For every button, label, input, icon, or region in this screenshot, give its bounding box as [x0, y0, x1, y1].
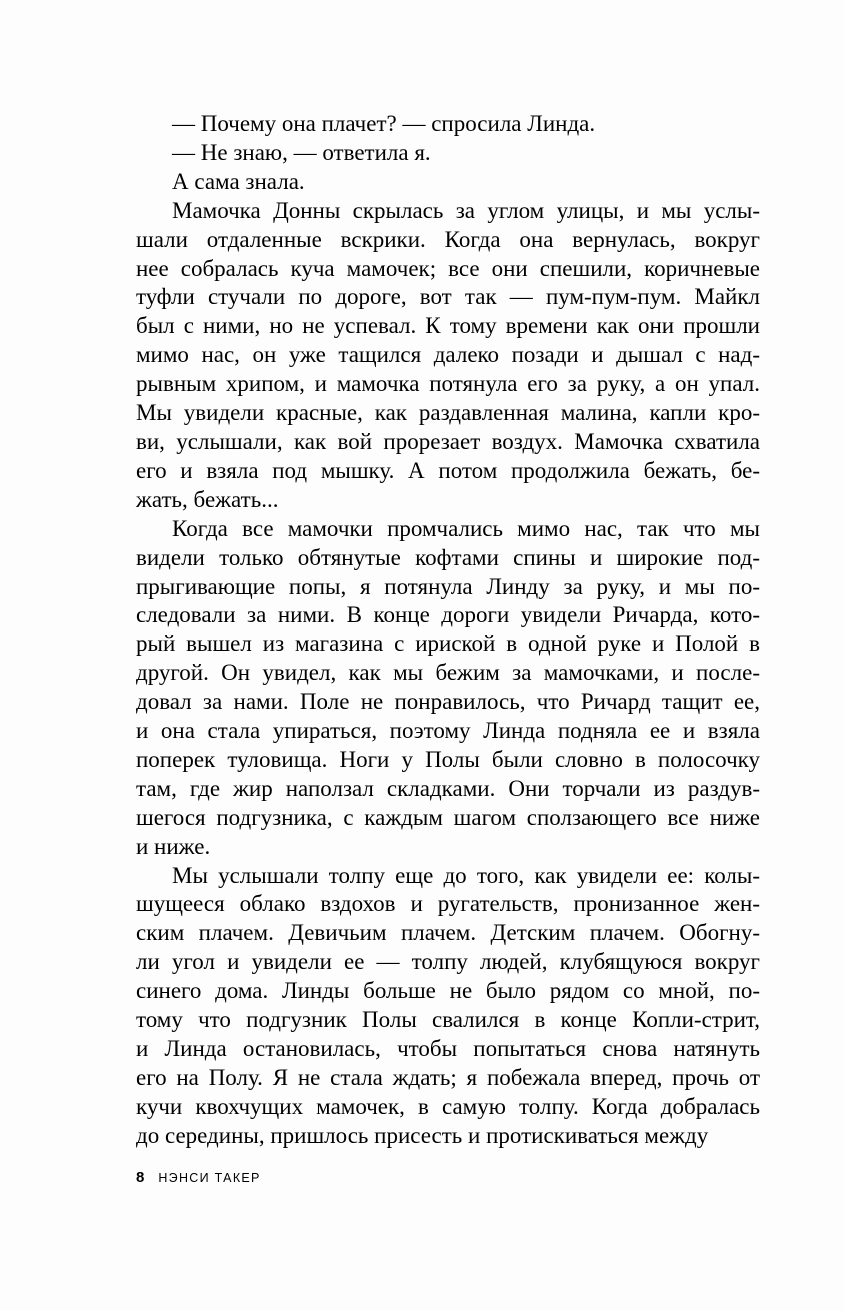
text-line: шегося подгузника, с каждым шагом сползающего все ниже: [136, 804, 760, 830]
text-line: туфли стучали по дороге, вот так — пум-пум-пум. Майкл: [136, 284, 760, 310]
text-line: до середины, пришлось присесть и протискиваться между: [136, 1122, 709, 1148]
text-line: и она стала упираться, поэтому Линда подняла ее и взяла: [136, 718, 760, 744]
paragraph: [136, 862, 760, 1151]
text-line: и ниже.: [136, 833, 211, 859]
paragraph: [136, 139, 760, 168]
text-line: Мамочка Донны скрылась за углом улицы, и мы услы-: [172, 197, 760, 223]
text-line: и Линда остановилась, чтобы попытаться снова натянуть: [136, 1036, 760, 1061]
running-footer-author: НЭНСИ ТАКЕР: [158, 1170, 261, 1185]
body-text: [136, 110, 760, 1151]
text-line: кучи квохчущих мамочек, в самую толпу. Когда добралась: [136, 1093, 760, 1119]
text-line: видели только обтянутые кофтами спины и широкие под-: [136, 544, 760, 570]
text-line: жать, бежать...: [136, 486, 279, 512]
text-line: А сама знала.: [172, 168, 305, 194]
text-line: следовали за ними. В конце дороги увидели Ричарда, кото-: [136, 602, 760, 628]
page-footer: [136, 1169, 261, 1186]
text-line: был с ними, но не успевал. К тому времени как они прошли: [136, 313, 760, 339]
page-number: 8: [136, 1169, 145, 1186]
paragraph: [136, 110, 760, 139]
text-line: шущееся облако вздохов и ругательств, пронизанное жен-: [136, 891, 760, 917]
text-line: мимо нас, он уже тащился далеко позади и дышал с над-: [136, 342, 760, 368]
text-line: довал за нами. Поле не понравилось, что Ричард тащит ее,: [136, 689, 760, 715]
text-line: Мы увидели красные, как раздавленная малина, капли кро-: [136, 400, 760, 426]
text-line: шали отдаленные вскрики. Когда она вернулась, вокруг: [136, 226, 760, 252]
text-line: ви, услышали, как вой прорезает воздух. Мамочка схватила: [136, 428, 760, 454]
text-line: его и взяла под мышку. А потом продолжила бежать, бе-: [136, 457, 760, 483]
text-line: его на Полу. Я не стала ждать; я побежала вперед, прочь от: [136, 1064, 760, 1090]
text-line: — Почему она плачет? — спросила Линда.: [172, 111, 596, 136]
text-line: другой. Он увидел, как мы бежим за мамочками, и после-: [136, 660, 760, 686]
text-line: ским плачем. Девичьим плачем. Детским плачем. Обогну-: [136, 920, 760, 946]
text-line: нее собралась куча мамочек; все они спешили, коричневые: [136, 255, 760, 281]
text-line: прыгивающие попы, я потянула Линду за руку, и мы по-: [136, 573, 760, 599]
text-line: ли угол и увидели ее — толпу людей, клубящуюся вокруг: [136, 949, 760, 975]
text-line: рый вышел из магазина с ириской в одной руке и Полой в: [136, 631, 760, 657]
paragraph: [136, 515, 760, 862]
text-line: Мы услышали толпу еще до того, как увидели ее: колы-: [172, 862, 760, 888]
text-line: синего дома. Линды больше не было рядом со мной, по-: [136, 978, 760, 1004]
text-line: — Не знаю, — ответила я.: [172, 139, 431, 165]
text-line: там, где жир наползал складками. Они торчали из раздув-: [136, 775, 760, 801]
text-line: Когда все мамочки промчались мимо нас, так что мы: [172, 515, 760, 541]
paragraph: [136, 168, 760, 197]
text-line: поперек туловища. Ноги у Полы были словно в полосочку: [136, 746, 760, 772]
paragraph: [136, 197, 760, 515]
text-line: рывным хрипом, и мамочка потянула его за руку, а он упал.: [136, 371, 760, 397]
text-line: тому что подгузник Полы свалился в конце Копли-стрит,: [136, 1007, 760, 1033]
